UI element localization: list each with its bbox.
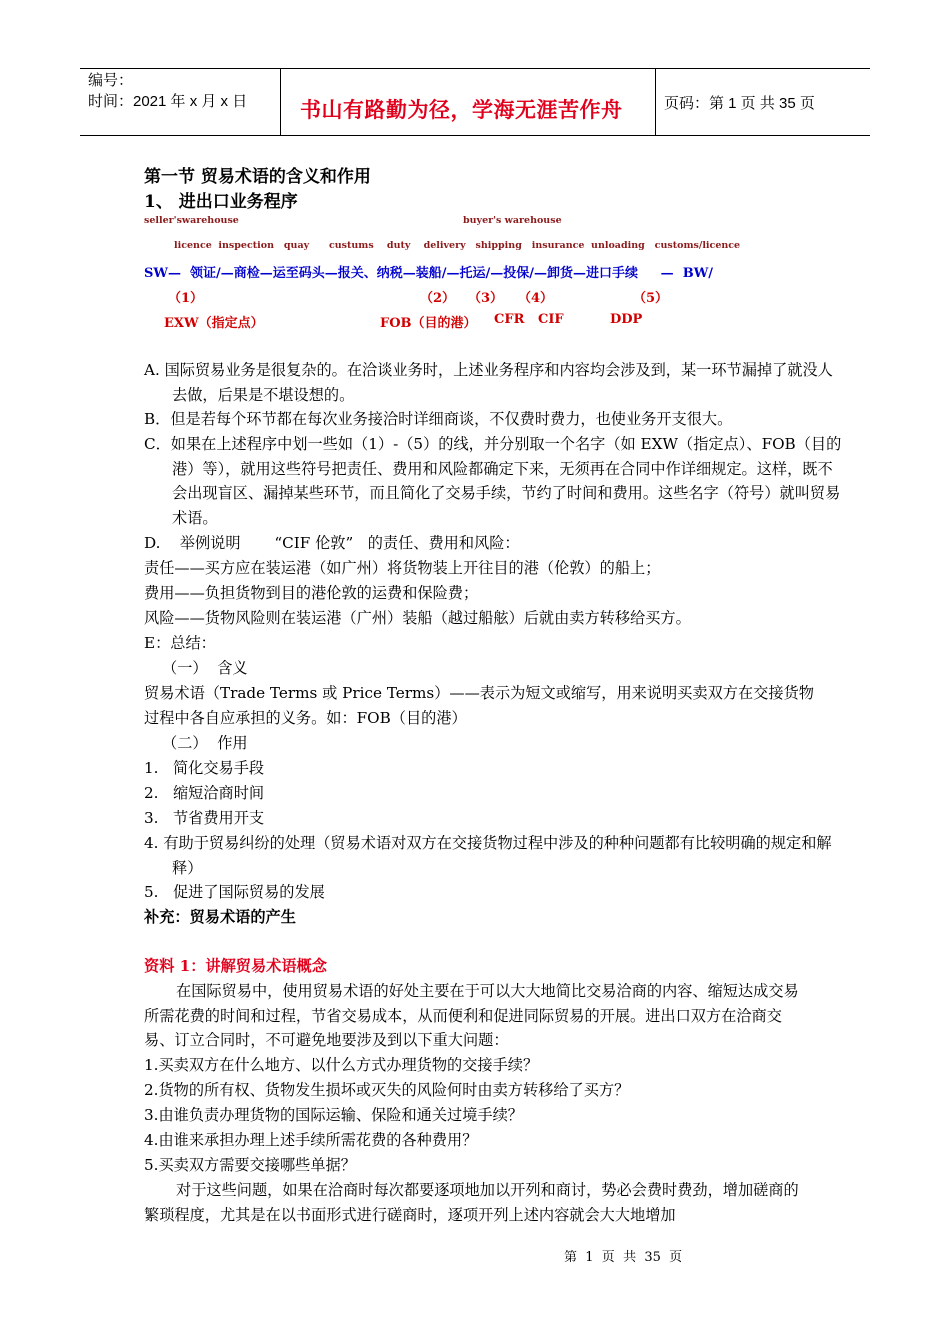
term-exw: EXW（指定点） <box>164 316 264 331</box>
question-5: 5.买卖双方需要交接哪些单据？ <box>144 1156 356 1174</box>
flow-marker-2: （2） <box>420 291 456 306</box>
flow-marker-3: （3） <box>468 291 504 306</box>
resource-1-paragraph: 在国际贸易中，使用贸易术语的好处主要在于可以大大地简比交易洽商的内容、缩短达成交易所需花费的时间和过程，节省交易成本，从而便利和促进同际贸易的开展。进出口双方在洽商交易、订立合同时，不可避免地要涉及到以下重大问题： <box>144 982 799 1049</box>
function-item-4: 4. 有助于贸易纠纷的处理（贸易术语对双方在交接货物过程中涉及的种种问题都有比较明确的规定和解释） <box>144 834 832 877</box>
function-item-5: 5. 促进了国际贸易的发展 <box>144 883 325 901</box>
header-divider-1 <box>280 68 281 136</box>
paragraph-a: A. 国际贸易业务是很复杂的。在洽谈业务时，上述业务程序和内容均会涉及到，某一环节漏掉了就没人去做，后果是不堪设想的。 <box>144 361 833 404</box>
header-top-border <box>80 68 870 69</box>
responsibility-line: 责任——买方应在装运港（如广州）将货物装上开往目的港（伦敦）的船上； <box>144 559 661 577</box>
term-ddp: DDP <box>610 312 643 327</box>
header-motto: 书山有路勤为径，学海无涯苦作舟 <box>300 97 623 122</box>
paragraph-e: E：总结： <box>144 634 216 652</box>
flow-marker-4: （4） <box>518 291 554 306</box>
resource-1-paragraph-2: 对于这些问题，如果在洽商时每次都要逐项地加以开列和商讨，势必会费时费劲，增加磋商的繁琐程度，尤其是在以书面形式进行磋商时，逐项开列上述内容就会大大地增加 <box>144 1181 799 1224</box>
flow-steps-english: licence inspection quay custums duty delivery shipping insurance unloading customs/licence <box>174 240 741 251</box>
buyer-warehouse-label: buyer's warehouse <box>463 215 562 226</box>
header-page-label: 页码：第 1 页 共 35 页 <box>664 95 815 112</box>
question-3: 3.由谁负责办理货物的国际运输、保险和通关过境手续？ <box>144 1106 523 1124</box>
question-4: 4.由谁来承担办理上述手续所需花费的各种费用？ <box>144 1131 478 1149</box>
document-date-label: 时间：2021 年 x 月 x 日 <box>88 93 248 110</box>
meaning-heading: （一） 含义 <box>162 659 248 677</box>
header-bottom-border <box>80 135 870 136</box>
function-item-3: 3. 节省费用开支 <box>144 809 265 827</box>
flow-steps-chinese: SW— 领证/—商检—运至码头—报关、纳税—装船/—托运/—投保/—卸货—进口手续 — BW/ <box>144 266 714 281</box>
term-cif: CIF <box>538 312 564 327</box>
paragraph-b: B．但是若每个环节都在每次业务接洽时详细商谈，不仅费时费力，也使业务开支很大。 <box>144 410 733 428</box>
page-footer: 第 1 页 共 35 页 <box>564 1250 683 1265</box>
question-1: 1.买卖双方在什么地方、以什么方式办理货物的交接手续？ <box>144 1056 539 1074</box>
flow-marker-5: （5） <box>633 291 669 306</box>
header-divider-2 <box>655 68 656 136</box>
function-item-2: 2. 缩短洽商时间 <box>144 784 265 802</box>
paragraph-c: C．如果在上述程序中划一些如（1）-（5）的线，并分别取一个名字（如 EXW（指定点）、FOB（目的港）等），就用这些符号把责任、费用和风险都确定下来，无须再在合同中作详细规定。这样，既不会出现盲区、漏掉某些环节，而且简化了交易手续，节约了时间和费用。这些名字（符号）就叫贸易术语。 <box>144 435 842 527</box>
header-meta <box>88 70 247 112</box>
flow-marker-1: （1） <box>168 291 204 306</box>
resource-1-title: 资料 1：讲解贸易术语概念 <box>144 957 327 975</box>
seller-warehouse-label: seller'swarehouse <box>144 215 239 226</box>
function-item-1: 1. 简化交易手段 <box>144 759 265 777</box>
term-cfr: CFR <box>494 312 525 327</box>
sub-title: 1、 进出口业务程序 <box>144 192 298 212</box>
function-heading: （二） 作用 <box>162 734 248 752</box>
term-fob: FOB（目的港） <box>380 316 477 331</box>
section-title: 第一节 贸易术语的含义和作用 <box>144 167 371 187</box>
document-number-label: 编号： <box>88 72 134 89</box>
question-2: 2.货物的所有权、货物发生损坏或灭失的风险何时由卖方转移给了买方？ <box>144 1081 630 1099</box>
risk-line: 风险——货物风险则在装运港（广州）装船（越过船舷）后就由卖方转移给买方。 <box>144 609 691 627</box>
cost-line: 费用——负担货物到目的港伦敦的运费和保险费； <box>144 584 479 602</box>
supplement-heading: 补充：贸易术语的产生 <box>144 908 296 926</box>
meaning-text: 贸易术语（Trade Terms 或 Price Terms）——表示为短文或缩写，用来说明买卖双方在交接货物过程中各自应承担的义务。如：FOB（目的港） <box>144 684 814 727</box>
paragraph-d: D. 举例说明 “CIF 伦敦” 的责任、费用和风险： <box>144 534 520 552</box>
